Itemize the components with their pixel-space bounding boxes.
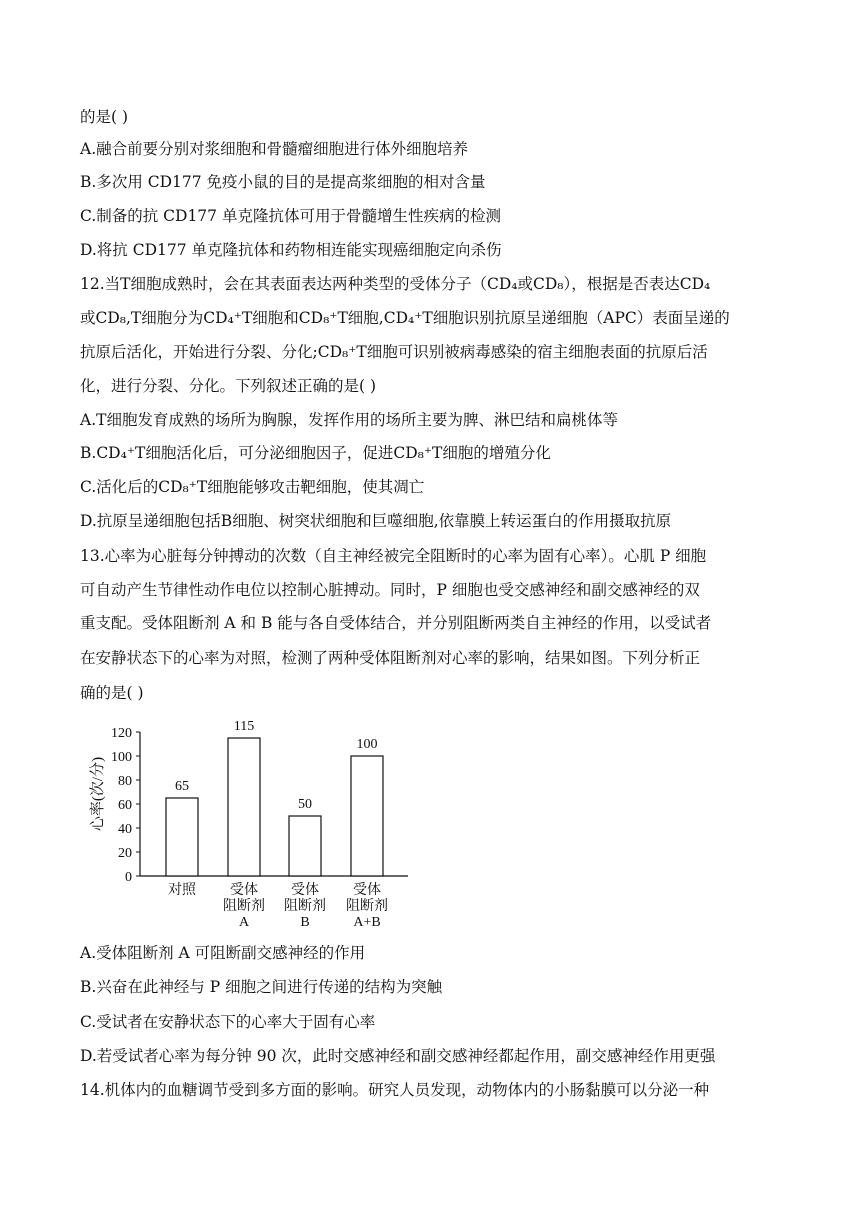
text-line: 可自动产生节律性动作电位以控制心脏搏动。同时，P 细胞也受交感神经和副交感神经的双 — [80, 581, 700, 599]
bar — [166, 798, 198, 876]
x-category-label: 受体 — [291, 883, 319, 898]
x-category-label: 对照 — [168, 883, 196, 898]
bar — [228, 738, 260, 876]
bar-value-label: 65 — [175, 779, 189, 794]
text-line: C.制备的抗 CD177 单克隆抗体可用于骨髓增生性疾病的检测 — [80, 207, 501, 225]
y-tick-label: 100 — [111, 750, 132, 765]
bar-value-label: 115 — [233, 719, 255, 734]
x-category-label: 受体 — [353, 883, 381, 898]
text-line: A.T细胞发育成熟的场所为胸腺，发挥作用的场所主要为脾、淋巴结和扁桃体等 — [80, 411, 618, 429]
text-line: B.CD₄⁺T细胞活化后，可分泌细胞因子，促进CD₈⁺T细胞的增殖分化 — [80, 444, 551, 462]
x-category-label: B — [300, 915, 310, 930]
y-tick-label: 20 — [118, 846, 132, 861]
text-line: 12.当T细胞成熟时，会在其表面表达两种类型的受体分子（CD₄或CD₈），根据是否表达CD₄ — [80, 275, 711, 293]
text-line: 确的是( ) — [80, 684, 144, 702]
y-tick-label: 0 — [125, 870, 132, 885]
text-line: C.受试者在安静状态下的心率大于固有心率 — [80, 1013, 376, 1031]
text-line: 抗原后活化，开始进行分裂、分化;CD₈⁺T细胞可识别被病毒感染的宿主细胞表面的抗原后活 — [80, 343, 708, 361]
text-line: B.兴奋在此神经与 P 细胞之间进行传递的结构为突触 — [80, 978, 443, 996]
y-tick-label: 40 — [118, 822, 132, 837]
text-line: 14.机体内的血糖调节受到多方面的影响。研究人员发现，动物体内的小肠黏膜可以分泌一种 — [80, 1081, 710, 1099]
text-line: A.受体阻断剂 A 可阻断副交感神经的作用 — [80, 944, 366, 962]
x-category-label: 阻断剂 — [284, 899, 326, 914]
x-category-label: A+B — [353, 915, 381, 930]
x-category-label: 阻断剂 — [223, 899, 265, 914]
text-line: D.若受试者心率为每分钟 90 次，此时交感神经和副交感神经都起作用，副交感神经作用更强 — [80, 1047, 716, 1065]
x-category-label: 阻断剂 — [346, 899, 388, 914]
text-line: 重支配。受体阻断剂 A 和 B 能与各自受体结合，并分别阻断两类自主神经的作用，以受试者 — [80, 614, 712, 632]
bar-value-label: 50 — [298, 797, 312, 812]
x-category-label: 受体 — [230, 883, 258, 898]
y-axis-label: 心率(次/分) — [90, 756, 106, 832]
text-line: C.活化后的CD₈⁺T细胞能够攻击靶细胞，使其凋亡 — [80, 478, 425, 496]
y-tick-label: 80 — [118, 774, 132, 789]
bar — [289, 816, 321, 876]
bar — [351, 756, 383, 876]
chart-svg — [80, 712, 440, 937]
text-line: D.抗原呈递细胞包括B细胞、树突状细胞和巨噬细胞,依靠膜上转运蛋白的作用摄取抗原 — [80, 512, 672, 530]
text-line: 或CD₈,T细胞分为CD₄⁺T细胞和CD₈⁺T细胞,CD₄⁺T细胞识别抗原呈递细胞（APC）表面呈递的 — [80, 309, 730, 327]
x-category-label: A — [238, 915, 250, 930]
text-line: 化，进行分裂、分化。下列叙述正确的是( ) — [80, 377, 377, 395]
heart-rate-bar-chart — [80, 712, 440, 937]
bar-value-label: 100 — [356, 737, 378, 752]
text-line: 在安静状态下的心率为对照，检测了两种受体阻断剂对心率的影响，结果如图。下列分析正 — [80, 649, 701, 667]
y-tick-label: 60 — [118, 798, 132, 813]
y-tick-label: 120 — [111, 726, 132, 741]
text-line: D.将抗 CD177 单克隆抗体和药物相连能实现癌细胞定向杀伤 — [80, 241, 502, 259]
text-line: A.融合前要分别对浆细胞和骨髓瘤细胞进行体外细胞培养 — [80, 140, 469, 158]
text-line: B.多次用 CD177 免疫小鼠的目的是提高浆细胞的相对含量 — [80, 173, 486, 191]
text-line: 13.心率为心脏每分钟搏动的次数（自主神经被完全阻断时的心率为固有心率）。心肌 P 细胞 — [80, 547, 707, 565]
text-line: 的是( ) — [80, 108, 129, 126]
